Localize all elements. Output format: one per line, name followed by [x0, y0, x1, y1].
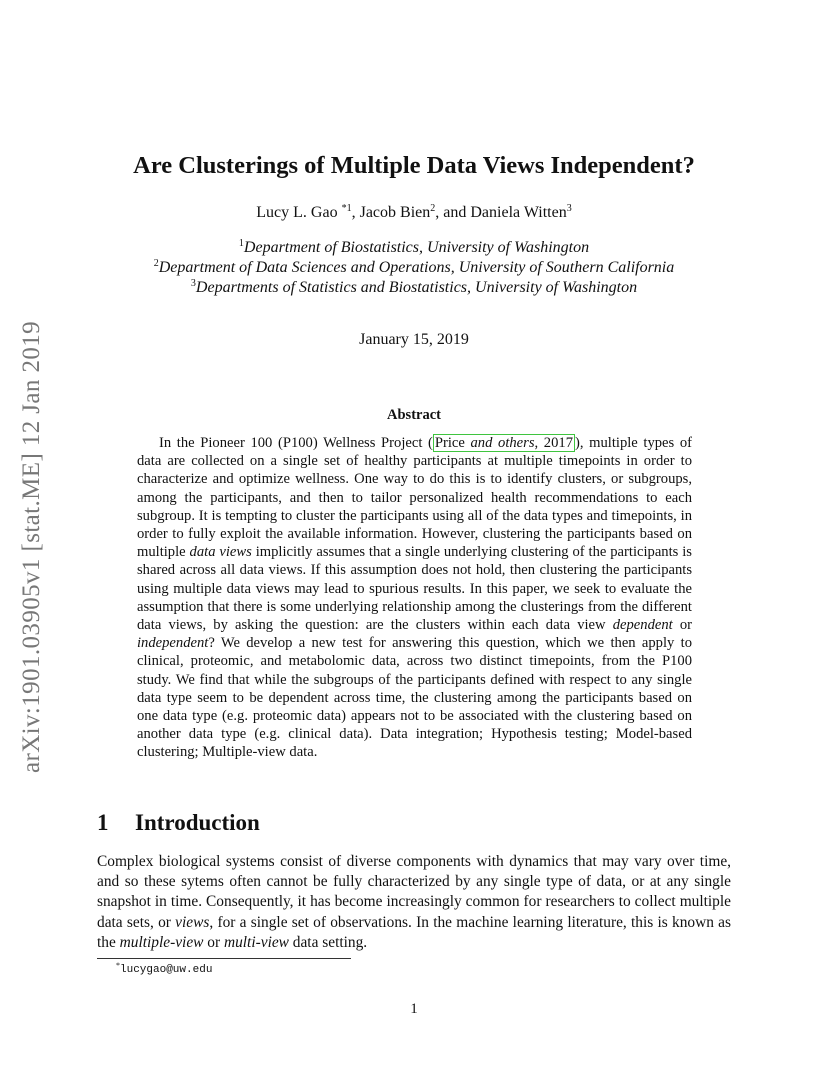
- affiliation: [0, 238, 828, 258]
- section-title: Introduction: [135, 810, 260, 835]
- abstract-text: ? We develop a new test for answering this question, which we then apply to clinical, proteomic, and metabolomic data, across two distinct timepoints, from the P100 study. We find that while the subgroups of the participants defined with respect to any single data type seem to be dependent across time, the clustering among the participants based on one data type (e.g. proteomic data) appears not to be associated with the clustering based on another data type (e.g. clinical data). Data integration; Hypothesis testing; Model-based clustering; Multiple-view data.: [137, 635, 692, 761]
- abstract-body: [137, 434, 692, 762]
- intro-text: Complex biological systems consist of diverse components with dynamics that may vary over time, and so these sytems often cannot be fully characterized by any single type of data, or at any single snapshot in time. Consequently, it has become increasingly common for researchers to collect multiple data sets, or: [97, 853, 731, 931]
- intro-text: data setting.: [288, 933, 368, 951]
- paper-date: January 15, 2019: [359, 331, 469, 348]
- affiliation-text: Departments of Statistics and Biostatistics, University of Washington: [195, 279, 638, 296]
- section-number: 1: [97, 810, 109, 835]
- intro-text: or: [203, 933, 224, 951]
- citation-etal: and others: [470, 435, 535, 451]
- affiliation: [0, 258, 828, 278]
- affiliation: [0, 278, 828, 298]
- intro-text: , for a single set of observations. In the machine learning literature, this is known as the: [97, 913, 731, 951]
- affiliation-text: Department of Data Sciences and Operations, University of Southern California: [158, 259, 675, 276]
- author-mark: 2: [430, 203, 436, 214]
- arxiv-identifier: arXiv:1901.03905v1 [stat.ME] 12 Jan 2019: [18, 320, 45, 773]
- citation-author: Price: [434, 435, 471, 451]
- author-name: Daniela Witten: [470, 204, 567, 221]
- abstract-emphasis: dependent: [612, 617, 673, 634]
- abstract-heading: Abstract: [387, 407, 441, 423]
- citation-link[interactable]: [433, 434, 575, 452]
- abstract-text: implicitly assumes that a single underlying clustering of the participants is shared across all data views. If this assumption does not hold, then clustering the participants using multiple data views may lead to spurious results. In this paper, we seek to evaluate the assumption that there is some underlying relationship among the clusterings from the different data views, by asking the question: are the clusters within each data view: [137, 544, 692, 634]
- abstract-text: or: [672, 617, 692, 634]
- footnote-rule: [97, 958, 351, 959]
- footnote-mark: *: [116, 961, 120, 970]
- citation-separator: ,: [534, 435, 544, 451]
- author-mark: *1: [341, 203, 352, 214]
- intro-emphasis: multiple-view: [119, 933, 204, 951]
- affiliation-text: Department of Biostatistics, University of Washington: [243, 239, 590, 256]
- citation-year: 2017: [543, 435, 573, 451]
- footnote-email[interactable]: lucygao@uw.edu: [120, 964, 213, 976]
- page-number: 1: [410, 1001, 418, 1017]
- footnote: [116, 961, 213, 976]
- abstract-emphasis: independent: [137, 635, 209, 652]
- affiliation-mark: 3: [190, 278, 196, 289]
- intro-emphasis: views: [175, 913, 210, 931]
- author-list: Lucy L. Gao $^{*1}$, Jacob Bien$^2$, and Daniela Witten$^3$: [256, 203, 572, 221]
- affiliation-mark: 1: [238, 238, 244, 249]
- abstract-emphasis: data views: [189, 544, 252, 561]
- affiliation-mark: 2: [153, 258, 159, 269]
- author-name: Jacob Bien: [359, 204, 431, 221]
- author-mark: 3: [566, 203, 572, 214]
- abstract-text: ), multiple types of data are collected on a single set of healthy participants at multiple timepoints in order to characterize and optimize wellness. One way to do this is to identify clusters, or subgroups, among the participants, and then to tailor personalized health recommendations to each subgroup. It is tempting to cluster the participants using all of the data types and timepoints, in order to fully exploit the available information. However, clustering the participants based on multiple: [137, 435, 692, 561]
- intro-emphasis: multi-view: [223, 933, 289, 951]
- affiliation-list: [0, 238, 828, 298]
- paper-title: Are Clusterings of Multiple Data Views Independent?: [133, 152, 695, 179]
- section-heading: [97, 810, 260, 836]
- abstract-text: In the Pioneer 100 (P100) Wellness Project (: [159, 435, 433, 451]
- intro-paragraph: [97, 852, 731, 953]
- author-name: Lucy L. Gao: [256, 204, 338, 221]
